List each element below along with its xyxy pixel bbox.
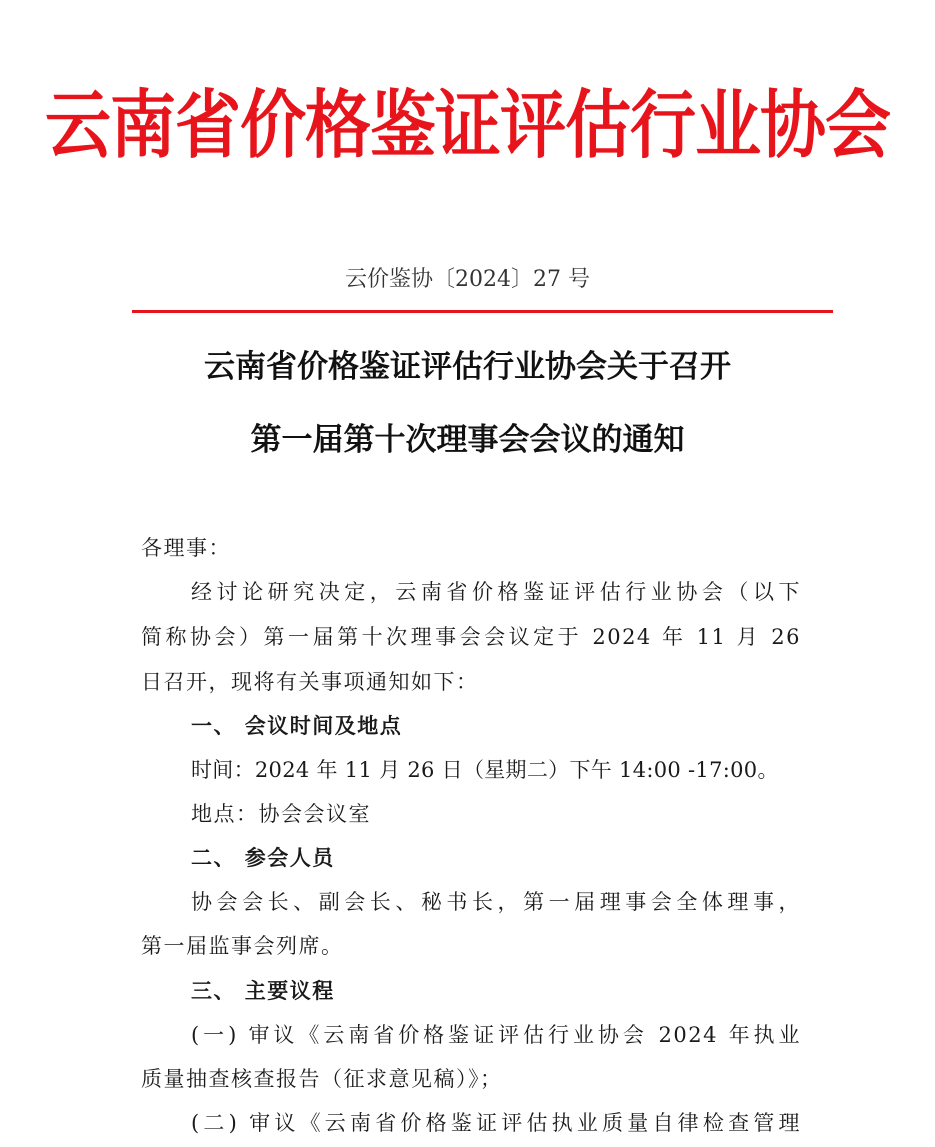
intro-paragraph-line-2: 简称协会）第一届第十次理事会会议定于 2024 年 11 月 26 — [141, 625, 801, 649]
attendees-line-2: 第一届监事会列席。 — [141, 934, 344, 958]
document-number: 云价鉴协〔2024〕27 号 — [345, 267, 590, 292]
agenda-item-1-line-1: (一) 审议《云南省价格鉴证评估行业协会 2024 年执业 — [191, 1023, 801, 1047]
header-divider — [132, 310, 833, 313]
notice-title-line-1: 云南省价格鉴证评估行业协会关于召开 — [204, 349, 731, 385]
organization-header: 云南省价格鉴证评估行业协会 — [45, 82, 890, 169]
attendees-line-1: 协会会长、副会长、秘书长，第一届理事会全体理事， — [191, 890, 801, 914]
intro-paragraph-line-1: 经讨论研究决定，云南省价格鉴证评估行业协会（以下 — [191, 580, 801, 604]
meeting-place: 地点：协会会议室 — [191, 802, 371, 826]
section-heading-agenda: 三、 主要议程 — [191, 978, 335, 1003]
section-heading-meeting-time-place: 一、 会议时间及地点 — [191, 713, 403, 738]
intro-paragraph-line-3: 日召开，现将有关事项通知如下： — [141, 670, 479, 694]
agenda-item-2-line-1: (二) 审议《云南省价格鉴证评估执业质量自律检查管理 — [191, 1111, 801, 1135]
agenda-item-1-line-2: 质量抽查核查报告（征求意见稿）》； — [141, 1067, 503, 1091]
salutation: 各理事： — [141, 536, 231, 560]
meeting-time: 时间：2024 年 11 月 26 日（星期二）下午 14:00 -17:00。 — [191, 758, 779, 782]
section-heading-attendees: 二、 参会人员 — [191, 845, 335, 870]
notice-title-line-2: 第一届第十次理事会会议的通知 — [250, 422, 685, 458]
